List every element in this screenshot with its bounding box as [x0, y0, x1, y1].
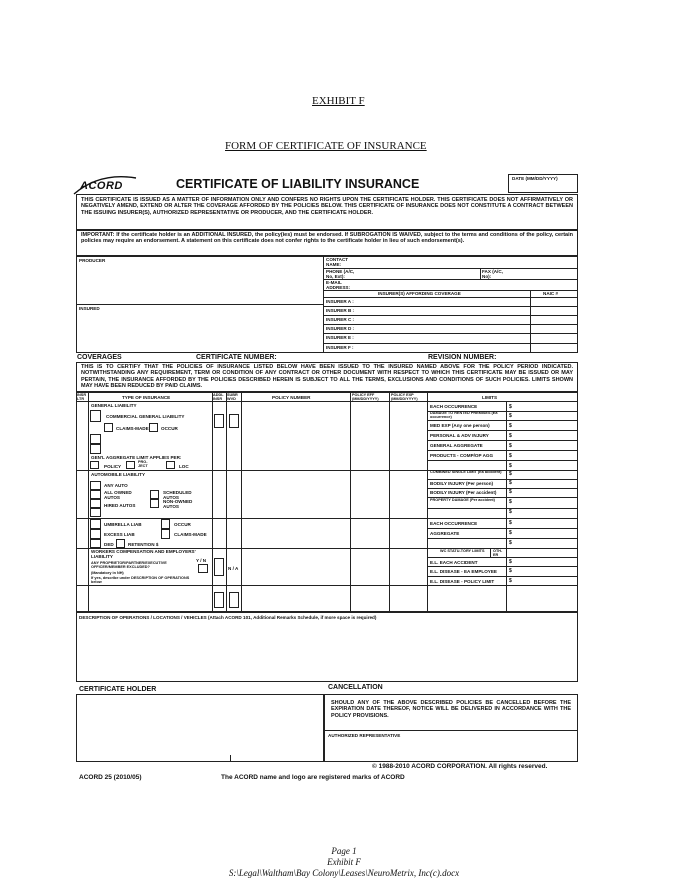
auto-limit-bi-person: BODILY INJURY (Per person): [430, 481, 494, 486]
gl-addl-box[interactable]: [214, 414, 224, 428]
umbrella-dollar-1: $: [509, 520, 512, 526]
excess-liab: EXCESS LIAB: [104, 532, 135, 537]
certificate-holder-box[interactable]: [76, 694, 324, 762]
header-insr-ltr: INSR LTR: [77, 393, 87, 401]
wc-proprietor: ANY PROPRIETOR/PARTNER/EXECUTIVE OFFICER/MEMBER EXCLUDED?: [91, 561, 167, 570]
gl-policy-checkbox[interactable]: [90, 461, 99, 469]
auto-any-auto-checkbox[interactable]: [90, 481, 101, 490]
wc-yn: Y / N: [196, 558, 207, 563]
auto-non-owned-checkbox[interactable]: [150, 499, 159, 508]
gl-claims-made: CLAIMS-MADE: [116, 426, 149, 431]
certificate-number-label: CERTIFICATE NUMBER:: [196, 354, 277, 361]
umbrella-claims-made: CLAIMS-MADE: [174, 532, 207, 537]
gl-occur-checkbox[interactable]: [149, 423, 158, 432]
certificate-holder-label: CERTIFICATE HOLDER: [79, 686, 157, 693]
file-path: S:\Legal\Waltham\Bay Colony\Leases\NeuroMetrix, Inc(c).docx: [228, 868, 460, 878]
retention-label: RETENTION $: [128, 542, 159, 547]
umbrella-limit-aggregate: AGGREGATE: [430, 531, 460, 536]
gl-occur: OCCUR: [161, 426, 178, 431]
cancellation-text: SHOULD ANY OF THE ABOVE DESCRIBED POLICIES BE CANCELLED BEFORE THE EXPIRATION DATE THEREOF, NOTICE WILL BE DELIVERED IN ACCORDANCE WITH THE POLICY PROVISIONS.: [331, 700, 571, 719]
authorized-rep-label: AUTHORIZED REPRESENTATIVE: [328, 733, 401, 738]
date-label: DATE (MM/DD/YYYY): [512, 176, 558, 181]
auto-any-auto: ANY AUTO: [104, 483, 128, 488]
form-title: FORM OF CERTIFICATE OF INSURANCE: [225, 140, 427, 152]
header-type: TYPE OF INSURANCE: [122, 395, 171, 400]
header-limits: LIMITS: [482, 395, 498, 400]
gl-dollar-7: $: [509, 463, 512, 469]
gl-project-checkbox[interactable]: [126, 461, 135, 469]
producer-label: PRODUCER: [79, 258, 106, 263]
wc-limit-each-accident: E.L. EACH ACCIDENT: [430, 560, 478, 565]
insurer-c: INSURER C :: [326, 317, 355, 322]
header-eff: POLICY EFF (MM/DD/YYYY): [352, 393, 379, 401]
insurer-f: INSURER F :: [326, 345, 354, 350]
auto-dollar-5: $: [509, 509, 512, 515]
auto-dollar-4: $: [509, 499, 512, 505]
gl-limit-each-occurrence: EACH OCCURRENCE: [430, 404, 478, 409]
umbrella-occur: OCCUR: [174, 522, 191, 527]
header-addl: ADDL INSR: [213, 393, 224, 401]
gl-dollar-3: $: [509, 423, 512, 429]
extra-addl-box[interactable]: [214, 592, 224, 608]
wc-dollar-2: $: [509, 568, 512, 574]
auto-hired-checkbox[interactable]: [90, 499, 101, 508]
auto-extra-checkbox-1[interactable]: [90, 508, 101, 517]
auto-dollar-1: $: [509, 471, 512, 477]
auto-dollar-2: $: [509, 480, 512, 486]
umbrella-checkbox[interactable]: [90, 519, 101, 529]
gl-loc: LOC: [179, 464, 189, 469]
auto-non-owned: NON-OWNED AUTOS: [163, 499, 193, 509]
coverages-text: THIS IS TO CERTIFY THAT THE POLICIES OF INSURANCE LISTED BELOW HAVE BEEN ISSUED TO THE INSURED NAMED ABOVE FOR THE POLICY PERIOD INDICATED. NOTWITHSTANDING ANY REQUIREMENT, TERM OR CONDITION OF ANY CONTRACT OR OTHER DOCUMENT WITH RESPECT TO WHICH THIS CERTIFICATE MAY BE ISSUED OR MAY PERTAIN, THE INSURANCE AFFORDED BY THE POLICIES DESCRIBED HEREIN IS SUBJECT TO ALL THE TERMS, EXCLUSIONS AND CONDITIONS OF SUCH POLICIES. LIMITS SHOWN MAY HAVE BEEN REDUCED BY PAID CLAIMS.: [81, 364, 573, 390]
wc-yn-checkbox[interactable]: [198, 564, 208, 573]
notice-text: THIS CERTIFICATE IS ISSUED AS A MATTER OF INFORMATION ONLY AND CONFERS NO RIGHTS UPON THE CERTIFICATE HOLDER. THIS CERTIFICATE DOES NOT AFFIRMATIVELY OR NEGATIVELY AMEND, EXTEND OR ALTER THE COVERAGE AFFORDED BY THE POLICIES BELOW. THIS CERTIFICATE OF INSURANCE DOES NOT CONSTITUTE A CONTRACT BETWEEN THE ISSUING INSURER(S), AUTHORIZED REPRESENTATIVE OR PRODUCER, AND THE CERTIFICATE HOLDER.: [81, 197, 573, 216]
auto-all-owned-checkbox[interactable]: [90, 490, 101, 499]
gl-extra-checkbox-1[interactable]: [90, 434, 101, 444]
acord-form-number: ACORD 25 (2010/05): [79, 774, 142, 781]
gl-dollar-6: $: [509, 453, 512, 459]
cancellation-label: CANCELLATION: [328, 684, 383, 691]
gl-limit-products: PRODUCTS - COMP/OP AGG: [430, 453, 494, 458]
wc-dollar-1: $: [509, 559, 512, 565]
insurer-a: INSURER A :: [326, 299, 354, 304]
gl-project: PRO-JECT: [138, 460, 148, 468]
gl-dollar-2: $: [509, 413, 512, 419]
insurer-e: INSURER E :: [326, 335, 354, 340]
gl-limit-general-aggregate: GENERAL AGGREGATE: [430, 443, 483, 448]
auto-scheduled: SCHEDULED AUTOS: [163, 490, 192, 500]
acord-logo: ACORD: [80, 180, 123, 192]
header-subr: SUBR WVD: [227, 393, 238, 401]
umbrella-liab: UMBRELLA LIAB: [104, 522, 142, 527]
wc-other: OTH-ER: [493, 549, 503, 557]
page-number: Page 1: [331, 846, 357, 856]
gl-limit-med-exp: MED EXP (Any one person): [430, 423, 490, 428]
wc-title: WORKERS COMPENSATION AND EMPLOYERS' LIABILITY: [91, 549, 196, 559]
gl-dollar-1: $: [509, 404, 512, 410]
insurers-header: INSURER(S) AFFORDING COVERAGE: [378, 291, 461, 296]
auto-title: AUTOMOBILE LIABILITY: [91, 472, 146, 477]
email-label: E-MAIL ADDRESS:: [326, 280, 350, 290]
ded-checkbox[interactable]: [90, 539, 101, 548]
auto-all-owned: ALL OWNED AUTOS: [104, 490, 132, 500]
insurer-b: INSURER B :: [326, 308, 355, 313]
retention-checkbox[interactable]: [116, 539, 125, 548]
gl-policy: POLICY: [104, 464, 122, 469]
acord-copyright: © 1988-2010 ACORD CORPORATION. All rights reserved.: [372, 763, 548, 770]
auto-limit-bi-accident: BODILY INJURY (Per accident): [430, 490, 497, 495]
wc-describe: If yes, describe under DESCRIPTION OF OPERATIONS below: [91, 576, 190, 585]
auto-limit-combined: COMBINED SINGLE LIMIT (Ea accident): [430, 470, 502, 474]
umbrella-claims-checkbox[interactable]: [161, 529, 170, 539]
wc-dollar-3: $: [509, 578, 512, 584]
gl-dollar-5: $: [509, 443, 512, 449]
gl-aggregate: GEN'L AGGREGATE LIMIT APPLIES PER:: [91, 455, 182, 460]
gl-loc-checkbox[interactable]: [166, 461, 175, 469]
auto-scheduled-checkbox[interactable]: [150, 490, 159, 499]
important-text: IMPORTANT: If the certificate holder is an ADDITIONAL INSURED, the policy(ies) must be endorsed. If SUBROGATION IS WAIVED, subject to the terms and conditions of the policy, certain policies may require an endorsement. A statement on this certificate does not confer rights to the certificate holder in lieu of such endorsement(s).: [81, 232, 573, 245]
umbrella-dollar-2: $: [509, 530, 512, 536]
wc-limit-policy: E.L. DISEASE - POLICY LIMIT: [430, 579, 495, 584]
gl-limit-personal-adv: PERSONAL & ADV INJURY: [430, 433, 489, 438]
wc-limit-ea-employee: E.L. DISEASE - EA EMPLOYEE: [430, 569, 497, 574]
gl-commercial: COMMERCIAL GENERAL LIABILITY: [106, 414, 185, 419]
description-box[interactable]: [76, 612, 578, 682]
auto-limit-property: PROPERTY DAMAGE (Per accident): [430, 498, 495, 502]
extra-subr-box[interactable]: [229, 592, 239, 608]
gl-title: GENERAL LIABILITY: [91, 403, 137, 408]
umbrella-dollar-3: $: [509, 540, 512, 546]
fax-label: FAX (A/C, No):: [482, 269, 503, 279]
page-exhibit: Exhibit F: [327, 857, 361, 867]
umbrella-occur-checkbox[interactable]: [161, 519, 170, 529]
gl-dollar-4: $: [509, 433, 512, 439]
wc-mandatory: (Mandatory in NH): [91, 571, 124, 575]
umbrella-limit-each-occurrence: EACH OCCURRENCE: [430, 521, 478, 526]
contact-name-label: CONTACT NAME:: [326, 257, 349, 267]
wc-na: N / A: [228, 566, 239, 571]
gl-claims-made-checkbox[interactable]: [104, 423, 113, 432]
exhibit-title: EXHIBIT F: [312, 95, 365, 107]
wc-addl-box[interactable]: [214, 558, 224, 576]
auto-hired: HIRED AUTOS: [104, 503, 136, 508]
ded-label: DED: [104, 542, 114, 547]
excess-checkbox[interactable]: [90, 529, 101, 539]
gl-limit-damage-rented: DAMAGE TO RENTED PREMISES (Ea occurrence): [430, 411, 498, 420]
description-label: DESCRIPTION OF OPERATIONS / LOCATIONS / VEHICLES (Attach ACORD 101, Additional Remarks Schedule, if more space is required): [79, 615, 377, 620]
gl-checkbox[interactable]: [90, 410, 101, 422]
coverages-label: COVERAGES: [77, 354, 122, 361]
header-policy-number: POLICY NUMBER: [272, 395, 311, 400]
acord-trademark: The ACORD name and logo are registered marks of ACORD: [221, 774, 405, 781]
wc-statutory: WC STATU-TORY LIMITS: [440, 549, 485, 553]
revision-number-label: REVISION NUMBER:: [428, 354, 497, 361]
certificate-title: CERTIFICATE OF LIABILITY INSURANCE: [176, 177, 420, 191]
gl-subr-box[interactable]: [229, 414, 239, 428]
insurer-d: INSURER D :: [326, 326, 355, 331]
auto-dollar-3: $: [509, 489, 512, 495]
naic-label: NAIC #: [543, 291, 559, 296]
insured-label: INSURED: [79, 306, 100, 311]
header-exp: POLICY EXP (MM/DD/YYYY): [391, 393, 418, 401]
gl-extra-checkbox-2[interactable]: [90, 444, 101, 454]
phone-label: PHONE (A/C, No, Ext):: [326, 269, 355, 279]
